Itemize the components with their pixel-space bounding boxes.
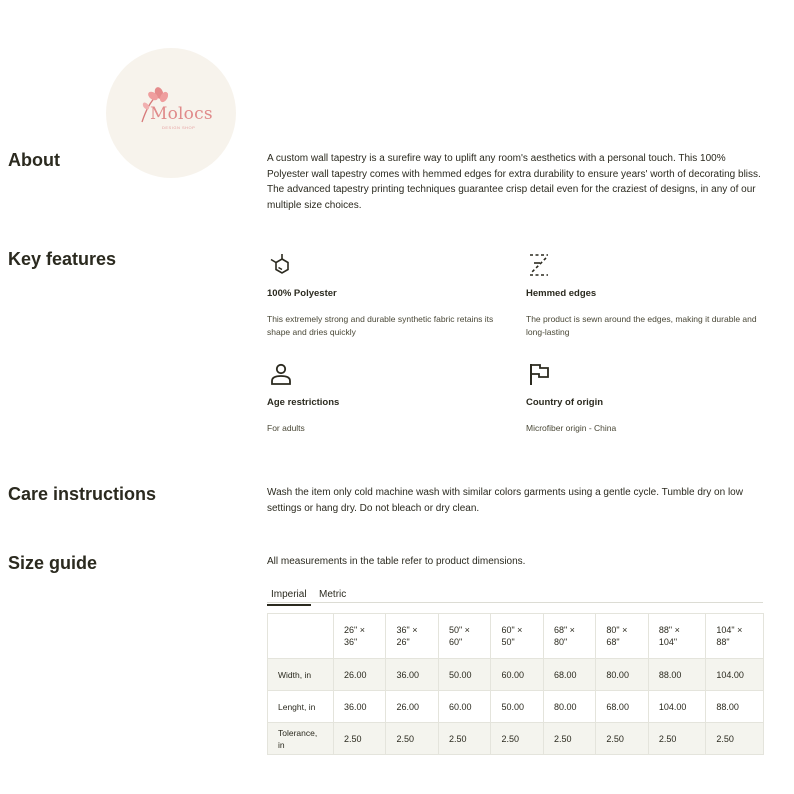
unit-tabs [267, 584, 763, 603]
table-cell: 68.00 [543, 659, 595, 691]
table-row [268, 691, 764, 723]
table-cell: 104.00 [648, 691, 706, 723]
feature-title: Hemmed edges [526, 288, 597, 299]
feature-polyester [267, 252, 507, 338]
table-cell: 26.00 [386, 691, 438, 723]
hem-icon [526, 252, 552, 278]
size-guide-title: Size guide [8, 553, 98, 573]
table-row [268, 659, 764, 691]
feature-title: Country of origin [526, 397, 604, 408]
table-cell: 68.00 [596, 691, 648, 723]
table-cell: 2.50 [334, 723, 386, 755]
molecule-icon [267, 252, 293, 278]
about-title: About [8, 150, 60, 170]
column-header: 60" × 50" [491, 614, 543, 659]
row-label: Tolerance, in [268, 723, 334, 755]
key-features-title: Key features [8, 249, 117, 269]
table-header-row [268, 614, 764, 659]
table-corner-cell [268, 614, 334, 659]
table-cell: 88.00 [706, 691, 764, 723]
table-cell: 60.00 [438, 691, 490, 723]
feature-desc: The product is sewn around the edges, making it durable and long-lasting [526, 314, 757, 337]
care-text: Wash the item only cold machine wash with similar colors garments using a gentle cycle. Tumble dry on low settings or hang dry. Do not bleach or dry clean. [267, 487, 743, 514]
column-header: 80" × 68" [596, 614, 648, 659]
table-cell: 80.00 [596, 659, 648, 691]
feature-desc: This extremely strong and durable synthetic fabric retains its shape and dries quickly [267, 314, 494, 337]
column-header: 36" × 26" [386, 614, 438, 659]
size-guide-note: All measurements in the table refer to product dimensions. [267, 556, 526, 567]
table-cell: 2.50 [438, 723, 490, 755]
person-icon [267, 361, 293, 387]
brand-tagline: DESIGN SHOP [162, 125, 196, 130]
feature-age-restrictions [267, 361, 507, 435]
brand-logo [106, 48, 236, 178]
feature-country-of-origin [526, 361, 766, 435]
about-text: A custom wall tapestry is a surefire way to uplift any room's aesthetics with a personal touch. This 100% Polyester wall tapestry comes with hemmed edges for extra durability to ensure years' worth of decorating bliss. The advanced tapestry printing techniques guarantee crisp detail even for the craziest of designs, in any of our multiple size choices. [267, 153, 761, 211]
feature-hemmed-edges [526, 252, 766, 338]
table-cell: 2.50 [648, 723, 706, 755]
tab-imperial[interactable]: Imperial [267, 589, 311, 606]
table-cell: 80.00 [543, 691, 595, 723]
table-cell: 26.00 [334, 659, 386, 691]
table-cell: 2.50 [491, 723, 543, 755]
table-cell: 104.00 [706, 659, 764, 691]
brand-name: Molocs [150, 104, 213, 124]
table-cell: 60.00 [491, 659, 543, 691]
column-header: 68" × 80" [543, 614, 595, 659]
table-cell: 2.50 [543, 723, 595, 755]
feature-title: Age restrictions [267, 397, 340, 408]
table-cell: 2.50 [706, 723, 764, 755]
table-cell: 50.00 [491, 691, 543, 723]
size-table [267, 613, 764, 755]
flag-icon [526, 361, 552, 387]
column-header: 26" × 36" [334, 614, 386, 659]
table-cell: 88.00 [648, 659, 706, 691]
column-header: 50" × 60" [438, 614, 490, 659]
feature-desc: For adults [267, 423, 305, 433]
feature-desc: Microfiber origin - China [526, 423, 617, 433]
table-row [268, 723, 764, 755]
table-cell: 36.00 [386, 659, 438, 691]
care-title: Care instructions [8, 484, 157, 504]
table-cell: 2.50 [596, 723, 648, 755]
feature-title: 100% Polyester [267, 288, 337, 299]
row-label: Lenght, in [268, 691, 334, 723]
table-cell: 2.50 [386, 723, 438, 755]
table-cell: 36.00 [334, 691, 386, 723]
table-cell: 50.00 [438, 659, 490, 691]
tab-metric[interactable]: Metric [319, 589, 347, 600]
column-header: 104" × 88" [706, 614, 764, 659]
column-header: 88" × 104" [648, 614, 706, 659]
row-label: Width, in [268, 659, 334, 691]
